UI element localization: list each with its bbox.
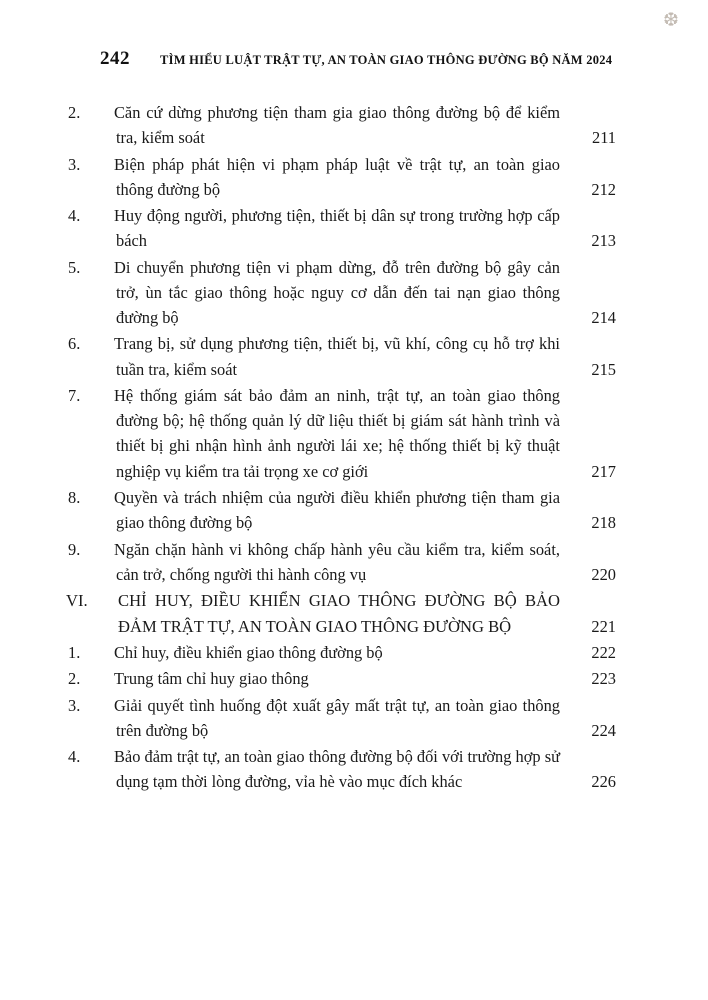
toc-entry-text: [68, 744, 570, 795]
toc-entry-label: 7.: [68, 385, 81, 405]
toc-entry-title: Quyền và trách nhiệm của người điều khiển phương tiện tham gia giao thông đường bộ: [114, 487, 560, 533]
toc-entry-page: 212: [591, 179, 616, 199]
running-header-title: TÌM HIỂU LUẬT TRẬT TỰ, AN TOÀN GIAO THÔNG ĐƯỜNG BỘ NĂM 2024: [160, 53, 613, 67]
toc-entry[interactable]: [68, 485, 616, 536]
toc-entry-title: Chỉ huy, điều khiển giao thông đường bộ: [114, 643, 383, 663]
toc-entry-label: 6.: [68, 334, 81, 354]
toc-entry[interactable]: [66, 588, 616, 639]
toc-entry-label: 2.: [68, 669, 81, 689]
toc-entry-label: 8.: [68, 487, 81, 507]
toc-entry[interactable]: [68, 666, 616, 691]
toc-entry-page: 218: [591, 513, 616, 533]
toc-entry-text: [68, 537, 570, 588]
toc-entry-label: 2.: [68, 103, 81, 122]
toc-entry[interactable]: [68, 152, 616, 203]
toc-entry-page: 217: [591, 461, 616, 481]
toc-entry[interactable]: [68, 640, 616, 665]
toc-entry-page: 220: [591, 564, 616, 584]
toc-entry[interactable]: [68, 744, 616, 795]
toc-entry-page: 223: [591, 669, 616, 689]
toc-entry-text: [68, 383, 570, 484]
toc-entry-page: 214: [591, 308, 616, 328]
toc-entry-title: Bảo đảm trật tự, an toàn giao thông đường bộ đối với trường hợp sử dụng tạm thời lòng đường, vỉa hè vào mục đích khác: [114, 747, 560, 792]
toc-entry-label: 5.: [68, 257, 81, 277]
toc-entry-page: 222: [591, 643, 616, 663]
toc-entry-title: Di chuyển phương tiện vi phạm dừng, đỗ trên đường bộ gây cản trở, ùn tắc giao thông hoặc nguy cơ dẫn đến tai nạn giao thông đường bộ: [114, 257, 560, 328]
toc-entry-title: CHỈ HUY, ĐIỀU KHIỂN GIAO THÔNG ĐƯỜNG BỘ BẢO ĐẢM TRẬT TỰ, AN TOÀN GIAO THÔNG ĐƯỜNG BỘ: [118, 591, 560, 636]
toc-entry-page: 224: [591, 720, 616, 740]
toc-entry-page: 221: [591, 616, 616, 636]
toc-entry-text: [66, 588, 570, 639]
toc-entry[interactable]: [68, 255, 616, 331]
toc-entry-title: Giải quyết tình huống đột xuất gây mất trật tự, an toàn giao thông trên đường bộ: [114, 695, 560, 740]
table-of-contents: [66, 100, 616, 796]
toc-entry-title: Huy động người, phương tiện, thiết bị dân sự trong trường hợp cấp bách: [114, 206, 560, 251]
toc-entry-page: 213: [591, 231, 616, 251]
toc-entry-title: Ngăn chặn hành vi không chấp hành yêu cầu kiểm tra, kiểm soát, cản trở, chống người thi hành công vụ: [114, 539, 560, 584]
toc-entry-label: 4.: [68, 206, 81, 226]
toc-entry[interactable]: [68, 383, 616, 484]
toc-entry-text: [68, 255, 570, 331]
toc-entry-text: [68, 640, 570, 665]
toc-entry[interactable]: [68, 331, 616, 382]
toc-entry[interactable]: [68, 537, 616, 588]
toc-entry-title: Biện pháp phát hiện vi phạm pháp luật về trật tự, an toàn giao thông đường bộ: [114, 154, 560, 199]
toc-entry-label: 1.: [68, 643, 81, 663]
toc-entry-label: VI.: [66, 591, 88, 611]
toc-entry-title: Trang bị, sử dụng phương tiện, thiết bị, vũ khí, công cụ hỗ trợ khi tuần tra, kiểm soát: [114, 334, 560, 379]
page-number: 242: [100, 48, 130, 69]
toc-entry-text: [68, 203, 570, 254]
toc-entry-label: 3.: [68, 154, 81, 174]
toc-entry-label: 3.: [68, 695, 81, 715]
toc-entry-page: 215: [591, 359, 616, 379]
toc-entry-text: [68, 666, 570, 691]
toc-entry-text: [68, 152, 570, 203]
toc-entry-label: 4.: [68, 747, 81, 767]
toc-entry-title: Hệ thống giám sát bảo đảm an ninh, trật tự, an toàn giao thông đường bộ; hệ thống quản lý dữ liệu thiết bị giám sát hành trình và thiết bị ghi nhận hình ảnh người lái xe; hệ thống thiết bị kỹ thuật nghiệp vụ kiểm tra tải trọng xe cơ giới: [114, 385, 560, 481]
toc-entry-label: 9.: [68, 539, 81, 559]
toc-entry-page: 226: [591, 772, 616, 792]
toc-entry[interactable]: [68, 100, 616, 151]
toc-entry-text: [68, 100, 570, 151]
page-header: [100, 48, 613, 70]
toc-entry-text: [68, 331, 570, 382]
toc-entry-title: Trung tâm chỉ huy giao thông: [114, 669, 309, 689]
toc-entry[interactable]: [68, 693, 616, 744]
toc-entry-text: [68, 485, 570, 536]
toc-entry-text: [68, 693, 570, 744]
toc-entry[interactable]: [68, 203, 616, 254]
toc-entry-title: Căn cứ dừng phương tiện tham gia giao thông đường bộ để kiểm tra, kiểm soát: [114, 103, 560, 148]
snowflake-ornament-icon: ❆: [663, 10, 679, 31]
toc-entry-page: 211: [592, 128, 616, 148]
